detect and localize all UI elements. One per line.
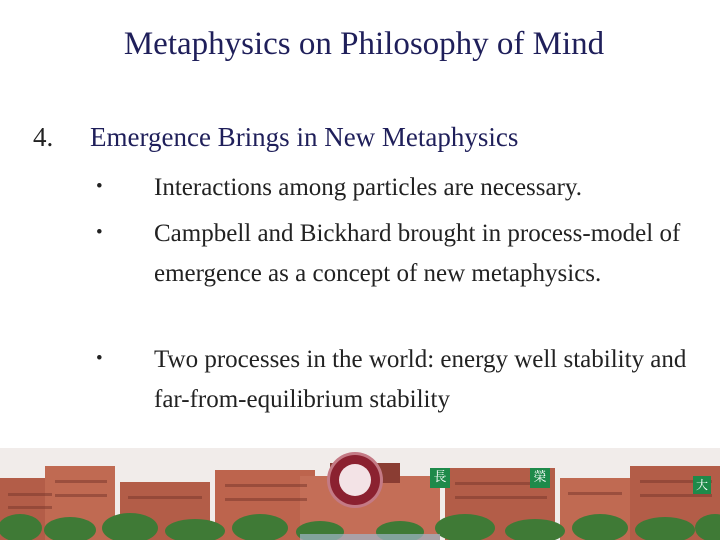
bullet-text-3: Two processes in the world: energy well stability and far-from-equilibrium stability [154,346,687,413]
bullet-marker: • [96,222,103,243]
bullet-text-2: Campbell and Bickhard brought in process-model of emergence as a concept of new metaphysics. [154,220,681,287]
item-heading: Emergence Brings in New Metaphysics [90,122,519,152]
university-seal-icon [330,455,380,505]
item-number: 4. [33,122,54,152]
bullet-marker: • [96,176,103,197]
campus-pool [300,534,440,540]
campus-sign-right: 榮 [530,468,550,488]
campus-sign-left: 長 [430,468,450,488]
slide-title: Metaphysics on Philosophy of Mind [123,26,605,62]
bullet-marker: • [96,348,103,369]
bullet-text-1: Interactions among particles are necessary. [154,174,583,201]
campus-sign-far-right: 大 [693,476,711,494]
